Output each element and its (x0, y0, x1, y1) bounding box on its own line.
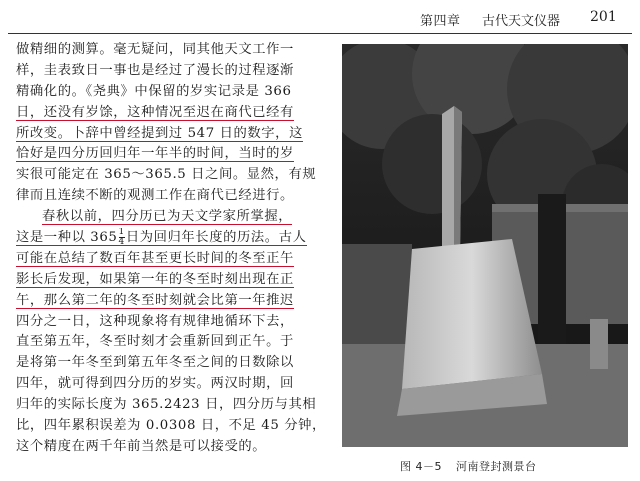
text-line: 这个精度在两千年前当然是可以接受的。 (16, 438, 267, 454)
text-line: 是将第一年冬至到第五年冬至之间的日数除以 (16, 355, 294, 371)
figure-photo (342, 44, 628, 447)
text-line (16, 124, 336, 145)
body-text (16, 40, 336, 458)
text-line: 精确化的。《尧典》中保留的岁实记录是 366 (16, 83, 292, 99)
underlined-text: 午，那么第二年的冬至时刻就会比第一年推迟 (16, 292, 294, 308)
figure-caption-text: 河南登封测景台 (456, 460, 537, 473)
page-header (0, 0, 640, 40)
underlined-text: 所改变。卜辞中曾经提到过 547 日的数字，这 (16, 125, 303, 141)
text-line (16, 103, 336, 124)
text-line (16, 144, 336, 165)
text-line (16, 207, 336, 228)
underlined-text: 可能在总结了数百年甚至更长时间的冬至正午 (16, 250, 294, 266)
underlined-text (16, 230, 307, 246)
chapter-label: 第四章 (420, 14, 461, 29)
fraction-denominator: 4 (118, 237, 125, 248)
underlined-text: 日，还没有岁馀，这种情况至迟在商代已经有 (16, 104, 294, 120)
text-line: 律而且连续不断的观测工作在商代已经进行。 (16, 188, 294, 204)
underlined-text: 恰好是四分历回归年一年半的时间，当时的岁 (16, 146, 294, 162)
fraction (119, 228, 125, 247)
page-number: 201 (590, 9, 617, 25)
text-line (16, 228, 336, 249)
text-line: 四年，就可得到四分历的岁实。两汉时期，回 (16, 376, 294, 392)
text-line: 归年的实际长度为 365.2423 日，四分历与其相 (16, 397, 317, 413)
underlined-text: 影长后发现，如果第一年的冬至时刻出现在正 (16, 271, 294, 287)
text-line (16, 270, 336, 291)
figure-number: 图 4－5 (400, 460, 442, 473)
text-fragment: 这是一种以 365 (16, 230, 118, 246)
text-line (16, 291, 336, 312)
text-line: 实很可能定在 365～365.5 日之间。显然，有规 (16, 167, 317, 183)
underlined-text: 春秋以前，四分历已为天文学家所掌握， (42, 209, 293, 225)
text-line: 四分之一日，这种现象将有规律地循环下去， (16, 313, 294, 329)
text-line (16, 249, 336, 270)
fraction-numerator: 1 (118, 228, 125, 238)
text-line: 直至第五年，冬至时刻才会重新回到正午。于 (16, 334, 294, 350)
header-rule (8, 33, 632, 34)
photo-illustration (342, 44, 628, 447)
text-line: 做精细的测算。毫无疑问，同其他天文工作一 (16, 42, 294, 57)
text-line: 样，圭表致日一事也是经过了漫长的过程逐渐 (16, 62, 294, 78)
figure-caption (400, 458, 537, 474)
text-line: 比，四年累积误差为 0.0308 日，不足 45 分钟， (16, 418, 326, 434)
chapter-title: 古代天文仪器 (482, 14, 561, 29)
text-fragment: 日为回归年长度的历法。古人 (125, 230, 307, 246)
